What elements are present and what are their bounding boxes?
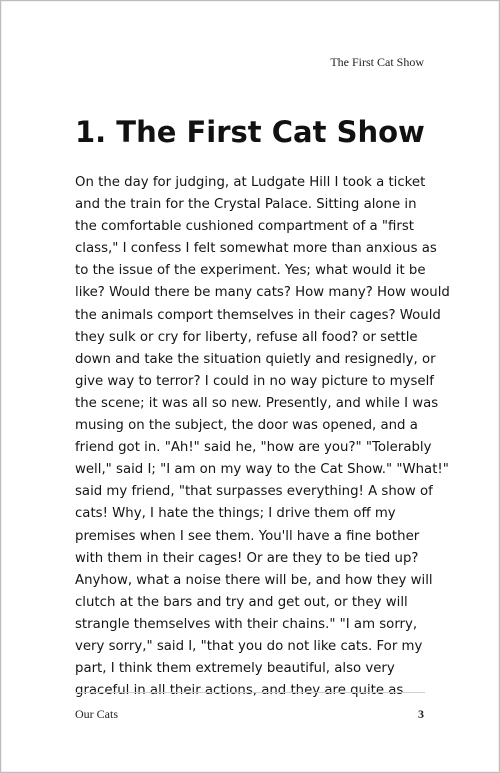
- footer-book-title: Our Cats: [75, 707, 118, 721]
- body-line: graceful in all their actions, and they are quite as: [75, 683, 404, 699]
- body-line: they sulk or cry for liberty, refuse all food? or settle: [75, 329, 418, 345]
- page-number: 3: [418, 707, 424, 721]
- body-line: and the train for the Crystal Palace. Sitting alone in: [75, 197, 417, 213]
- body-line: class," I confess I felt somewhat more than anxious as: [75, 241, 437, 257]
- body-line: the animals comport themselves in their cages? Would: [75, 307, 441, 323]
- chapter-title: 1. The First Cat Show: [75, 115, 425, 149]
- body-line: said my friend, "that surpasses everything! A show of: [75, 484, 433, 500]
- body-line: the comfortable cushioned compartment of a "first: [75, 219, 415, 235]
- footer-divider: [75, 692, 425, 693]
- body-line: the scene; it was all so new. Presently, and while I was: [75, 395, 439, 411]
- body-line: premises when I see them. You'll have a fine bother: [75, 528, 420, 544]
- body-line: cats! Why, I hate the things; I drive them off my: [75, 506, 396, 522]
- body-line: to the issue of the experiment. Yes; what would it be: [75, 263, 426, 279]
- body-line: like? Would there be many cats? How many? How would: [75, 285, 450, 301]
- body-line: well," said I; "I am on my way to the Cat Show." "What!": [75, 462, 449, 478]
- body-line: with them in their cages! Or are they to be tied up?: [75, 550, 419, 566]
- running-header: The First Cat Show: [330, 55, 424, 69]
- body-line: clutch at the bars and try and get out, or they will: [75, 594, 408, 610]
- body-line: very sorry," said I, "that you do not like cats. For my: [75, 638, 423, 654]
- body-line: strangle themselves with their chains." "I am sorry,: [75, 616, 418, 632]
- body-text: [75, 172, 450, 702]
- body-line: part, I think them extremely beautiful, also very: [75, 661, 395, 677]
- body-line: Anyhow, what a noise there will be, and how they will: [75, 572, 433, 588]
- body-line: give way to terror? I could in no way picture to myself: [75, 373, 434, 389]
- body-line: On the day for judging, at Ludgate Hill I took a ticket: [75, 175, 426, 190]
- body-line: friend got in. "Ah!" said he, "how are you?" "Tolerably: [75, 440, 432, 456]
- body-line: down and take the situation quietly and resignedly, or: [75, 351, 436, 367]
- body-line: musing on the subject, the door was opened, and a: [75, 418, 418, 434]
